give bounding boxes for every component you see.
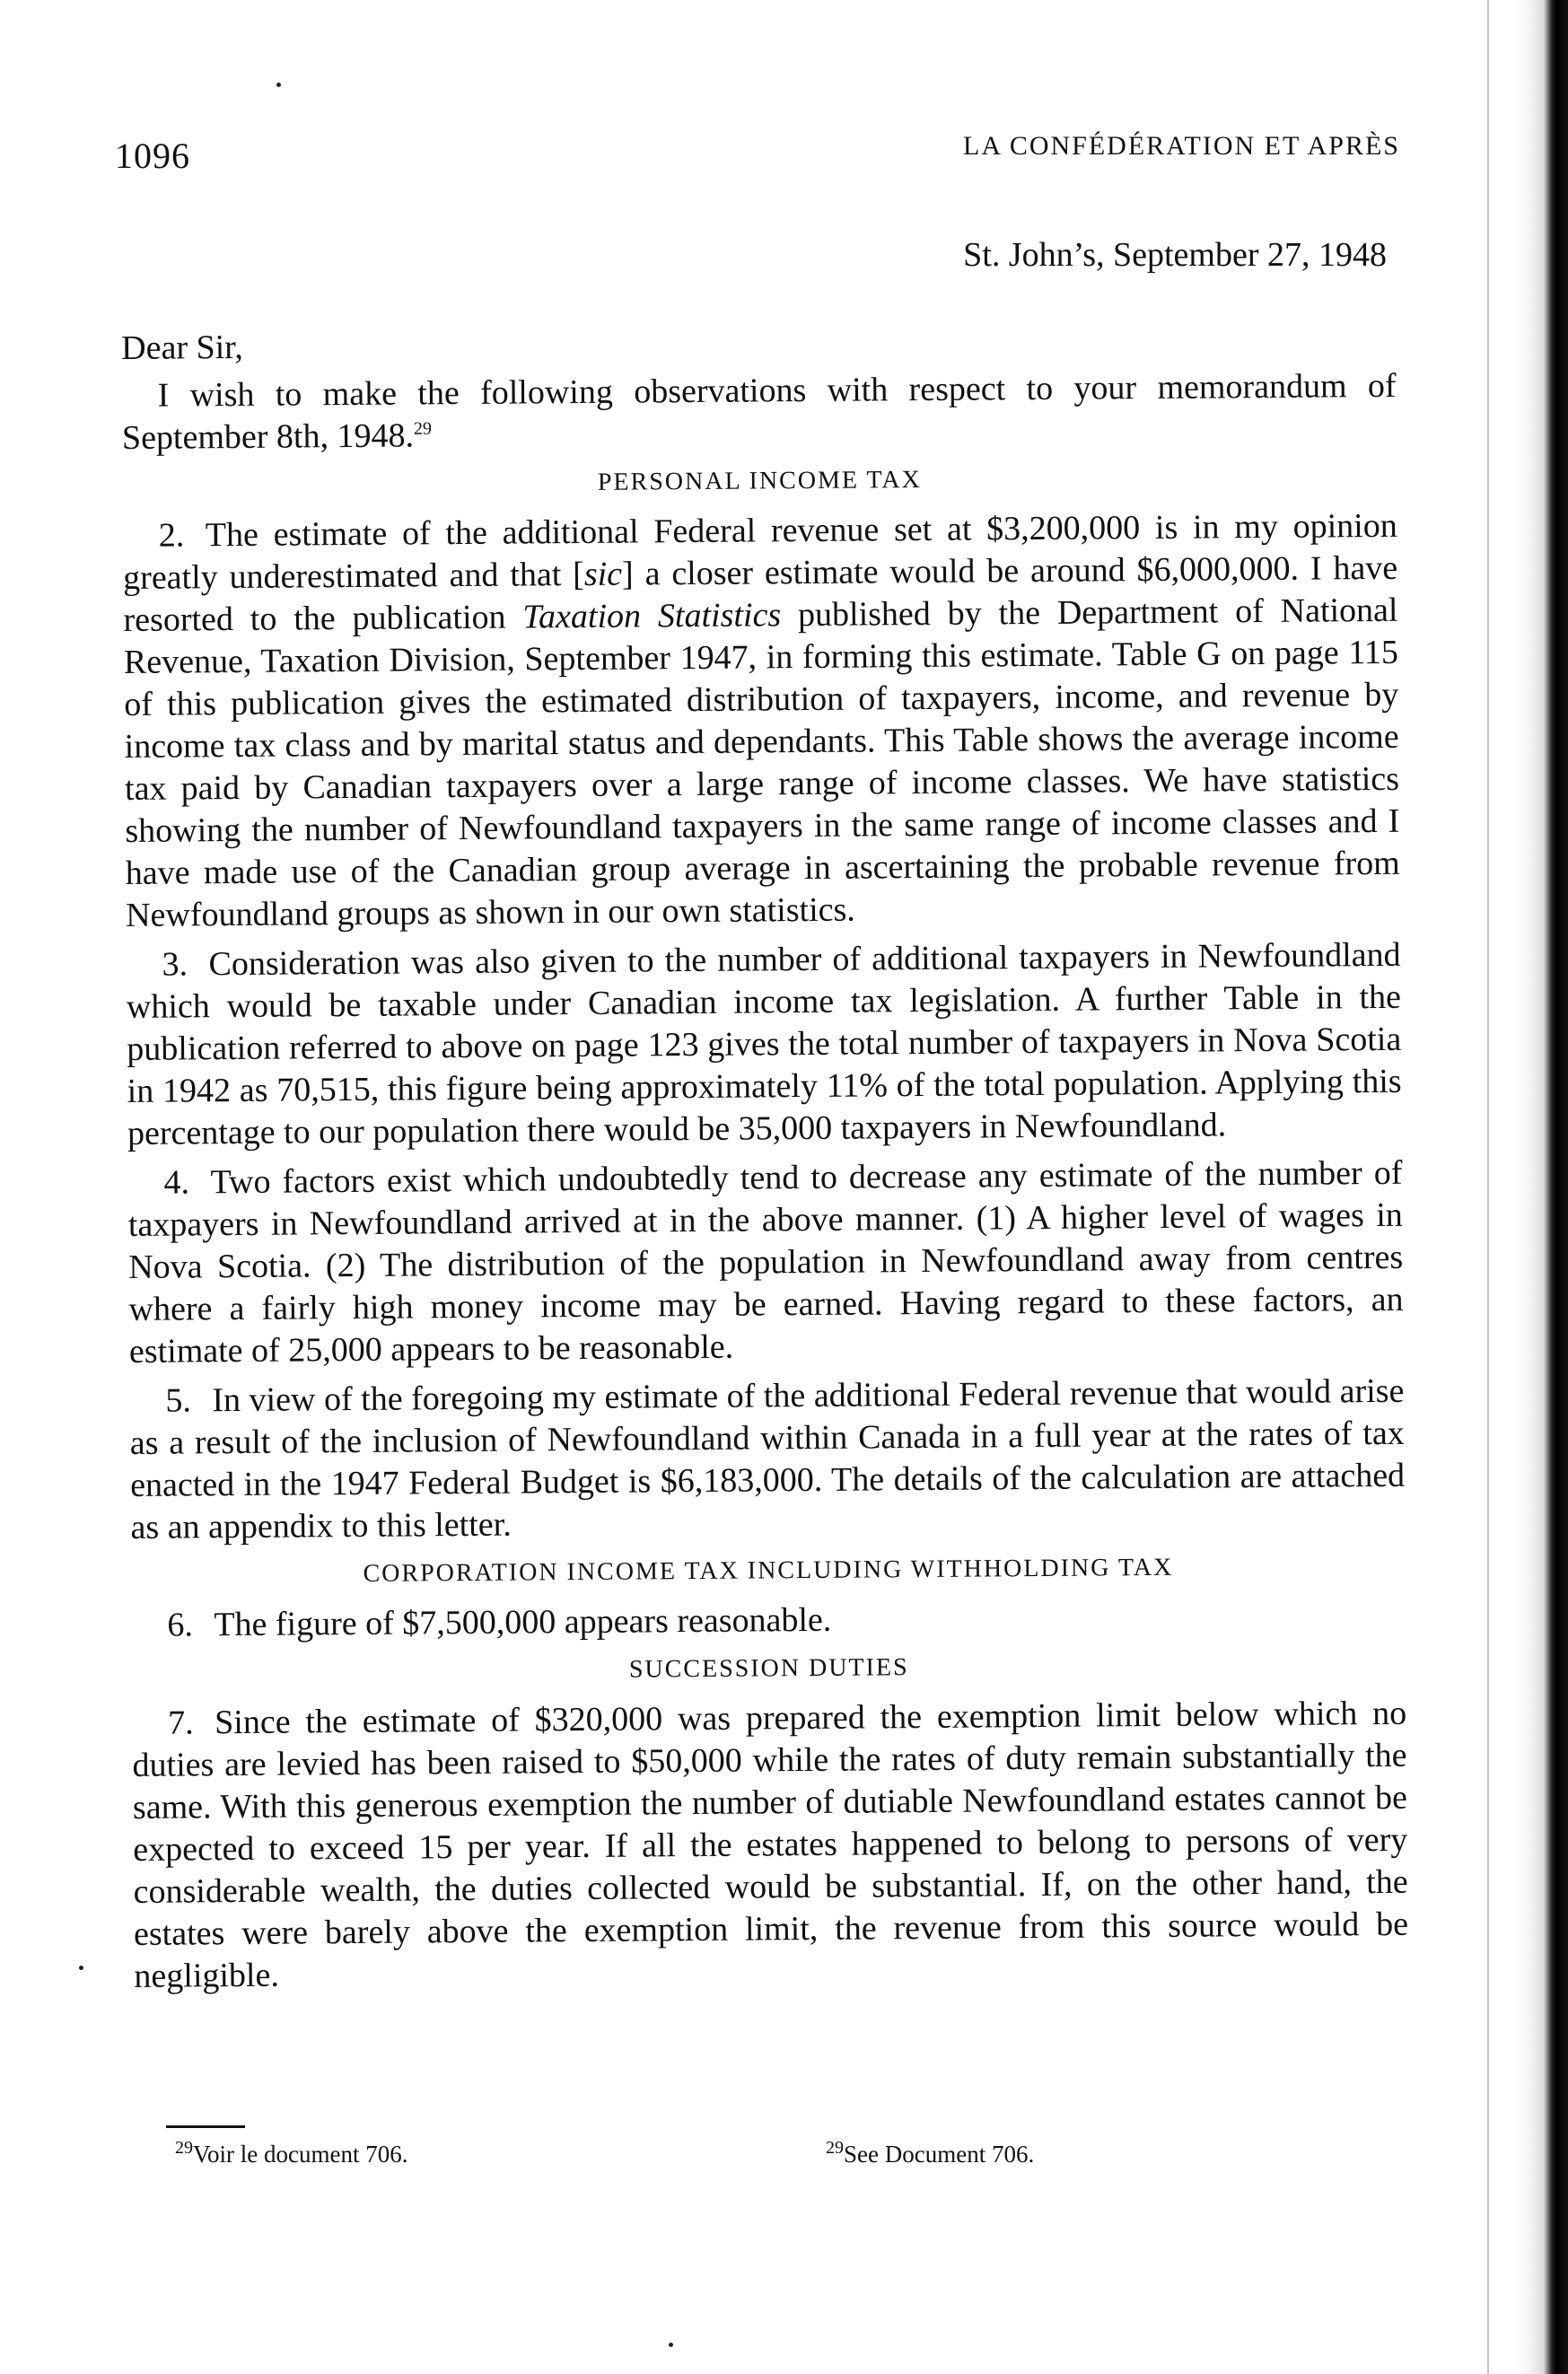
- paragraph-3: [126, 934, 1402, 1155]
- paragraph-text: Consideration was also given to the number of additional taxpayers in Newfoundland which would be taxable under Canadian income tax legislation. A further Table in the publication referred to above on page 123 gives the total number of taxpayers in Nova Scotia in 1942 as 70,515, this figure being approximately 11% of the total population. Applying this percentage to our population there would be 35,000 taxpayers in Newfoundland.: [126, 935, 1402, 1152]
- running-head: LA CONFÉDÉRATION ET APRÈS: [963, 131, 1400, 161]
- paragraph-5: [129, 1371, 1405, 1549]
- page-edge-shadow: [1514, 0, 1568, 2374]
- paragraph-text: published by the Department of National Revenue, Taxation Division, September 1947, in forming this estimate. Table G on page 115 of this publication gives the estimated distribution of taxpayers, income, and revenue by income tax class and by marital status and dependants. This Table shows the average income tax paid by Canadian taxpayers over a large range of income classes. We have statistics showing the number of Newfoundland taxpayers in the same range of income classes and I have made use of the Canadian group average in ascertaining the probable revenue from Newfoundland groups as shown in our own statistics.: [123, 591, 1400, 934]
- paragraph-number: 5.: [165, 1381, 192, 1420]
- paragraph-7: [132, 1693, 1409, 1998]
- page-number: 1096: [115, 136, 190, 176]
- paragraph-number: 6.: [167, 1606, 194, 1644]
- paragraph-number: 3.: [162, 945, 188, 984]
- footnote-french: [175, 2138, 408, 2168]
- footnote-text: Voir le document 706.: [193, 2141, 408, 2168]
- paragraph-text: ] a closer estimate would be around $6,000,000. I have resorted to the publication: [123, 548, 1398, 639]
- scan-speck: [276, 83, 281, 87]
- paragraph-text: Since the estimate of $320,000 was prepared the exemption limit below which no duties are levied has been raised to $50,000 while the rates of duty remain substantially the same. With this generous exemption the number of dutiable Newfoundland estates cannot be expected to exceed 15 per year. If all the estates happened to belong to persons of very considerable wealth, the duties collected would be substantial. If, on the other hand, the estates were barely above the exemption limit, the revenue from this source would be negligible.: [132, 1694, 1409, 1995]
- letter-dateline: St. John’s, September 27, 1948: [963, 236, 1387, 274]
- scan-speck: [79, 1966, 83, 1970]
- paragraph-text: The estimate of the additional Federal revenue set at $3,200,000 is in my opinion greatly underestimated and that [: [123, 506, 1397, 597]
- intro-paragraph: [121, 365, 1397, 460]
- letter-salutation: Dear Sir,: [121, 328, 243, 367]
- publication-title: Taxation Statistics: [522, 596, 782, 636]
- letter-body: [121, 318, 1409, 2005]
- footnote-number: 29: [175, 2138, 193, 2158]
- footnote-reference: 29: [413, 418, 433, 439]
- section-heading-corporation-income-tax: CORPORATION INCOME TAX INCLUDING WITHHOLDING TAX: [363, 1553, 1174, 1588]
- paragraph-2: [123, 505, 1401, 937]
- section-heading-personal-income-tax: PERSONAL INCOME TAX: [597, 466, 922, 496]
- footnote-rule: [166, 2125, 245, 2128]
- paragraph-text: Two factors exist which undoubtedly tend to decrease any estimate of the number of taxpayers in Newfoundland arrived at in the above manner. (1) A higher level of wages in Nova Scotia. (2) The distribution of the population in Newfoundland away from centres where a fairly high money income may be earned. Having regard to these factors, an estimate of 25,000 appears to be reasonable.: [127, 1153, 1404, 1371]
- paragraph-number: 7.: [168, 1704, 194, 1742]
- sic-marker: sic: [583, 555, 623, 593]
- paragraph-number: 2.: [158, 516, 185, 555]
- footnote-english: [826, 2138, 1035, 2168]
- intro-text: I wish to make the following observations with respect to your memorandum of September 8th, 1948.: [121, 366, 1397, 457]
- footnote-number: 29: [826, 2138, 844, 2158]
- paragraph-4: [127, 1152, 1404, 1373]
- section-heading-succession-duties: SUCCESSION DUTIES: [628, 1653, 909, 1684]
- scan-speck: [669, 2343, 673, 2347]
- paragraph-6: [131, 1595, 1406, 1647]
- footnote-text: See Document 706.: [844, 2141, 1035, 2168]
- paragraph-text: The figure of $7,500,000 appears reasonable.: [214, 1600, 832, 1644]
- paragraph-number: 4.: [163, 1163, 190, 1202]
- page-binding-shadow: [1487, 0, 1489, 2374]
- paragraph-text: In view of the foregoing my estimate of the additional Federal revenue that would arise as a result of the inclusion of Newfoundland within Canada in a full year at the rates of tax enacted in the 1947 Federal Budget is $6,183,000. The details of the calculation are attached as an appendix to this letter.: [129, 1371, 1406, 1546]
